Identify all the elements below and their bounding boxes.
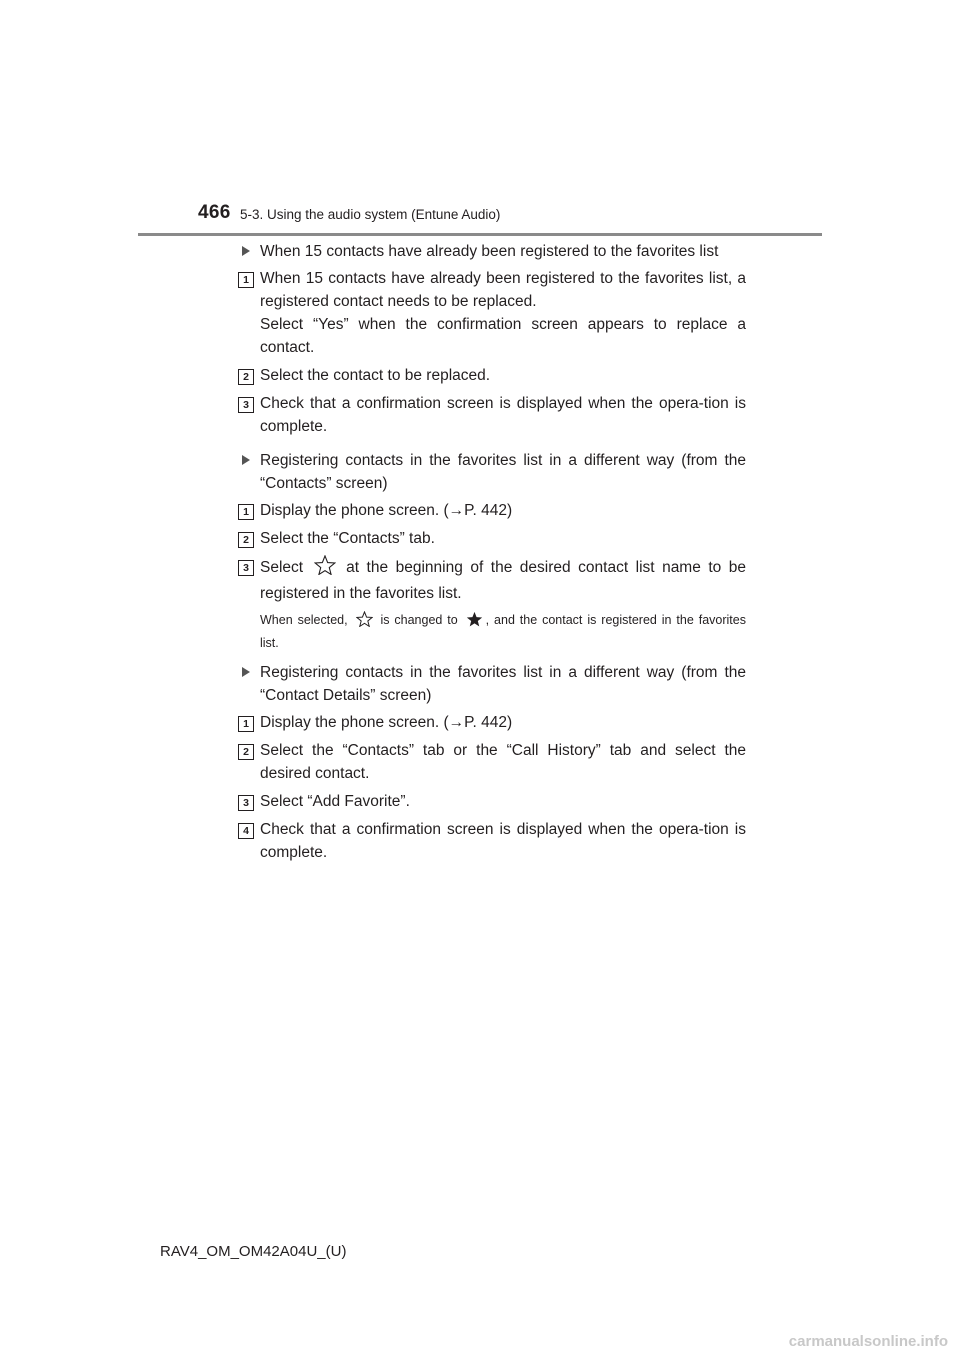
section-heading	[238, 661, 746, 707]
step-item	[238, 527, 746, 550]
step-number: 2	[238, 532, 254, 548]
page-content	[238, 240, 746, 869]
step-item	[238, 790, 746, 813]
heading-text: Registering contacts in the favorites list in a different way (from the “Contacts” screen)	[260, 452, 746, 492]
triangle-bullet-icon	[242, 246, 250, 256]
section-title: 5-3. Using the audio system (Entune Audio)	[240, 207, 501, 222]
step-text: Select “Yes” when the confirmation screen appears to replace a contact.	[260, 316, 746, 356]
step-text: Select the “Contacts” tab.	[260, 530, 435, 547]
note-part: When selected,	[260, 613, 348, 627]
step-text: Display the phone screen. (→P. 442)	[260, 714, 513, 731]
step-item	[238, 392, 746, 438]
step-number: 1	[238, 504, 254, 520]
step-text: Display the phone screen. (→P. 442)	[260, 502, 513, 519]
step-text	[260, 555, 746, 605]
header-divider	[138, 233, 822, 236]
watermark: carmanualsonline.info	[788, 1333, 948, 1350]
triangle-bullet-icon	[242, 455, 250, 465]
step-number: 1	[238, 716, 254, 732]
section-heading	[238, 449, 746, 495]
triangle-bullet-icon	[242, 667, 250, 677]
step-text: Check that a confirmation screen is displayed when the opera-tion is complete.	[260, 821, 746, 861]
heading-text: Registering contacts in the favorites list in a different way (from the “Contact Details” screen)	[260, 664, 746, 704]
step-text: Select “Add Favorite”.	[260, 793, 410, 810]
note-part: is changed to	[380, 613, 458, 627]
step-text-before: Select	[260, 559, 304, 576]
step-text: When 15 contacts have already been registered to the favorites list, a registered contact needs to be replaced.	[260, 270, 746, 310]
note-text	[238, 610, 746, 653]
section-contacts-screen	[238, 449, 746, 653]
step-item	[238, 711, 746, 734]
step-number: 2	[238, 744, 254, 760]
star-filled-icon	[466, 611, 483, 633]
step-number: 4	[238, 823, 254, 839]
note-part: , and the contact is registered in the favorites list.	[260, 613, 746, 650]
page-header	[198, 202, 828, 234]
step-item	[238, 267, 746, 359]
section-favorites-full	[238, 240, 746, 438]
step-number: 3	[238, 560, 254, 576]
step-item	[238, 364, 746, 387]
heading-text: When 15 contacts have already been registered to the favorites list	[260, 243, 719, 260]
step-item	[238, 499, 746, 522]
step-item	[238, 739, 746, 785]
step-item	[238, 818, 746, 864]
step-number: 2	[238, 369, 254, 385]
section-heading	[238, 240, 746, 263]
step-item	[238, 555, 746, 605]
step-text: Select the “Contacts” tab or the “Call History” tab and select the desired contact.	[260, 742, 746, 782]
document-code: RAV4_OM_OM42A04U_(U)	[160, 1243, 347, 1260]
step-text-after: at the beginning of the desired contact list name to be registered in the favorites list.	[260, 559, 747, 602]
step-text: Select the contact to be replaced.	[260, 367, 491, 384]
page-number: 466	[198, 202, 231, 223]
section-contact-details-screen	[238, 661, 746, 864]
step-number: 1	[238, 272, 254, 288]
step-number: 3	[238, 397, 254, 413]
step-number: 3	[238, 795, 254, 811]
step-text: Check that a confirmation screen is displayed when the opera-tion is complete.	[260, 395, 746, 435]
star-outline-icon	[356, 611, 373, 633]
star-outline-icon	[314, 555, 336, 582]
